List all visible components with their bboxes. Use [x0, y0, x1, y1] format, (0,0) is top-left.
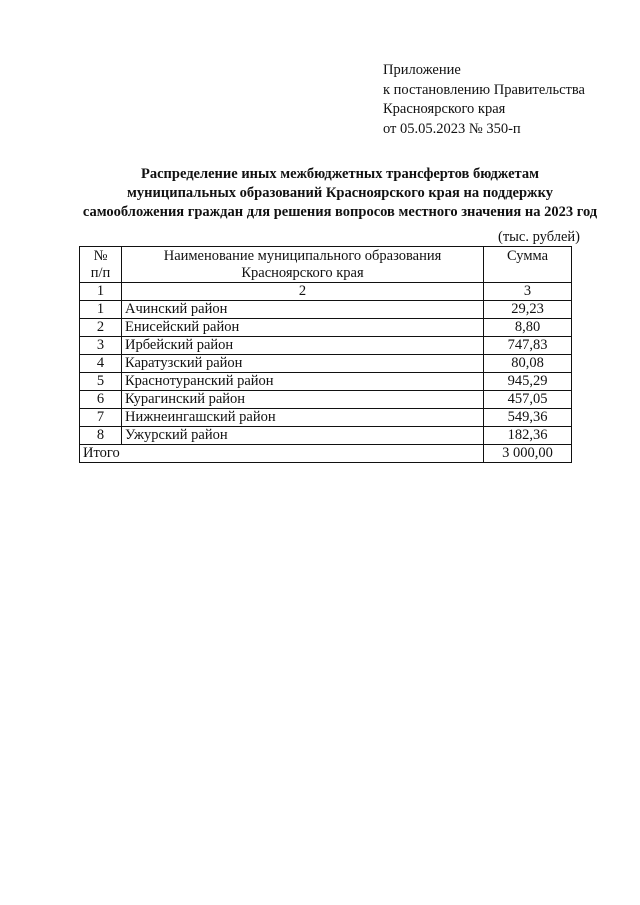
document-title: [60, 165, 620, 222]
title-line: Распределение иных межбюджетных трансфертов бюджетам: [141, 166, 539, 182]
title-line: самообложения граждан для решения вопросов местного значения на 2023 год: [82, 204, 598, 220]
total-label: Итого: [80, 445, 484, 463]
row-name: Каратузский район: [122, 355, 484, 373]
table-row: [80, 427, 572, 445]
total-row: [80, 445, 572, 463]
header-name-line1: Наименование муниципального образования: [163, 248, 442, 264]
title-line: муниципальных образований Красноярского края на поддержку: [127, 185, 553, 201]
appendix-line: от 05.05.2023 № 350-п: [383, 120, 521, 137]
appendix-note: [383, 61, 585, 139]
appendix-line: к постановлению Правительства: [383, 81, 585, 98]
unit-note: (тыс. рублей): [498, 229, 580, 245]
row-sum: 549,36: [484, 409, 572, 427]
row-name: Нижнеингашский район: [122, 409, 484, 427]
row-name: Ужурский район: [122, 427, 484, 445]
row-name: Ирбейский район: [122, 337, 484, 355]
row-number: 1: [80, 301, 122, 319]
row-sum: 457,05: [484, 391, 572, 409]
table-row: [80, 319, 572, 337]
row-name: Краснотуранский район: [122, 373, 484, 391]
row-number: 3: [80, 337, 122, 355]
row-number: 8: [80, 427, 122, 445]
row-sum: 8,80: [484, 319, 572, 337]
header-sum-label: Сумма: [506, 248, 549, 264]
row-number: 6: [80, 391, 122, 409]
row-number: 7: [80, 409, 122, 427]
row-sum: 80,08: [484, 355, 572, 373]
table-row: [80, 337, 572, 355]
table-row: [80, 409, 572, 427]
distribution-table: [79, 246, 572, 463]
table-row: [80, 301, 572, 319]
row-name: Енисейский район: [122, 319, 484, 337]
row-sum: 182,36: [484, 427, 572, 445]
column-number: 3: [484, 283, 572, 301]
header-number-line2: п/п: [90, 264, 111, 281]
table-header-row: [80, 247, 572, 283]
table-row: [80, 373, 572, 391]
row-number: 4: [80, 355, 122, 373]
column-number: 1: [80, 283, 122, 301]
row-sum: 945,29: [484, 373, 572, 391]
row-number: 5: [80, 373, 122, 391]
table-row: [80, 391, 572, 409]
header-sum: [484, 247, 572, 283]
row-name: Курагинский район: [122, 391, 484, 409]
header-number-line1: №: [93, 248, 108, 264]
row-name: Ачинский район: [122, 301, 484, 319]
appendix-line: Красноярского края: [383, 101, 506, 117]
appendix-line: Приложение: [383, 62, 461, 78]
row-number: 2: [80, 319, 122, 337]
table-row: [80, 355, 572, 373]
header-name: [122, 247, 484, 283]
row-sum: 29,23: [484, 301, 572, 319]
header-number: [80, 247, 122, 283]
total-sum: 3 000,00: [484, 445, 572, 463]
row-sum: 747,83: [484, 337, 572, 355]
column-number: 2: [122, 283, 484, 301]
column-number-row: [80, 283, 572, 301]
header-name-line2: Красноярского края: [241, 264, 364, 281]
table-body: [80, 283, 572, 463]
